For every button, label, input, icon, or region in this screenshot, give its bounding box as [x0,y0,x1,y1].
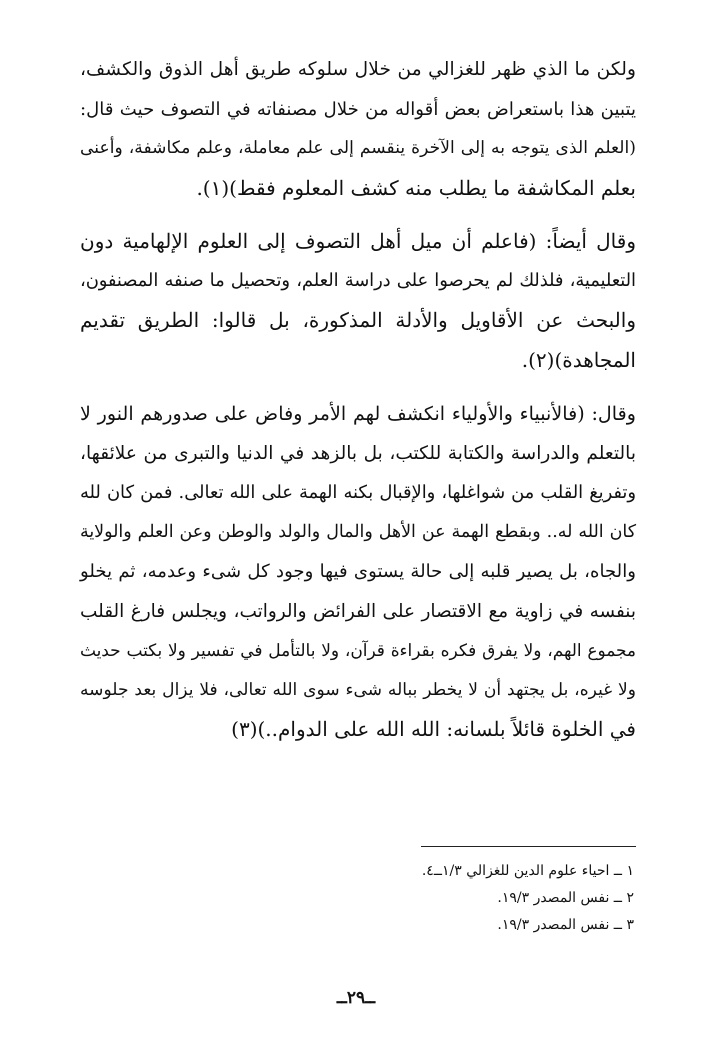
footnote-3: ٣ ــ نفس المصدر ١٩/٣. [497,917,634,933]
text-line: يتبين هذا باستعراض بعض أقواله من خلال مصنفاته في التصوف حيث قال: [80,98,636,120]
paragraph-2 [80,222,636,380]
text-line: في الخلوة قائلاً بلسانه: الله الله على الدوام..)(٣) [231,717,636,741]
paragraph-1 [80,50,636,208]
text-line: مجموع الهم، ولا يفرق فكره بقراءة قرآن، ولا بالتأمل في تفسير ولا بكتب حديث [80,640,636,660]
text-line: وتفريغ القلب من شواغلها، والإقبال بكنه الهمة على الله تعالى. فمن كان لله [80,482,636,503]
text-line: ولا غيره، بل يجتهد أن لا يخطر بباله شىء سوى الله تعالى، فلا يزال بعد جلوسه [80,679,636,700]
text-line: بعلم المكاشفة ما يطلب منه كشف المعلوم فقط)(١). [196,175,636,200]
footnotes [234,858,634,939]
main-text [80,50,636,764]
text-line: كان الله له.. وبقطع الهمة عن الأهل والمال والولد والوطن وعن العلم والولاية [80,521,636,542]
text-line: وقال أيضاً: (فاعلم أن ميل أهل التصوف إلى العلوم الإلهامية دون [80,229,636,253]
text-line: والجاه، بل يصير قلبه إلى حالة يستوى فيها وجود كل شىء وعدمه، ثم يخلو [80,561,636,582]
footnote-divider [421,846,636,847]
text-line: المجاهدة)(٢). [521,347,636,372]
page-number: ــ٢٩ــ [336,988,376,1008]
text-line: بالتعلم والدراسة والكتابة للكتب، بل بالزهد في الدنيا والتبرى من علائقها، [80,442,636,464]
text-line: بنفسه في زاوية مع الاقتصار على الفرائض والرواتب، ويجلس فارغ القلب [80,600,636,622]
text-line: والبحث عن الأقاويل والأدلة المذكورة، بل قالوا: الطريق تقديم [80,308,636,332]
text-line: (العلم الذى يتوجه به إلى الآخرة ينقسم إلى علم معاملة، وعلم مكاشفة، وأعنى [80,138,636,158]
text-line: وقال: (فالأنبياء والأولياء انكشف لهم الأمر وفاض على صدورهم النور لا [80,402,636,425]
text-line: ولكن ما الذي ظهر للغزالي من خلال سلوكه طريق أهل الذوق والكشف، [80,59,636,80]
text-line: التعليمية، فلذلك لم يحرصوا على دراسة العلم، وتحصيل ما صنفه المصنفون، [80,270,636,291]
footnote-2: ٢ ــ نفس المصدر ١٩/٣. [497,890,634,906]
paragraph-3 [80,394,636,750]
footnote-1: ١ ــ احياء علوم الدين للغزالي ١/٣ــ٤. [421,863,634,879]
